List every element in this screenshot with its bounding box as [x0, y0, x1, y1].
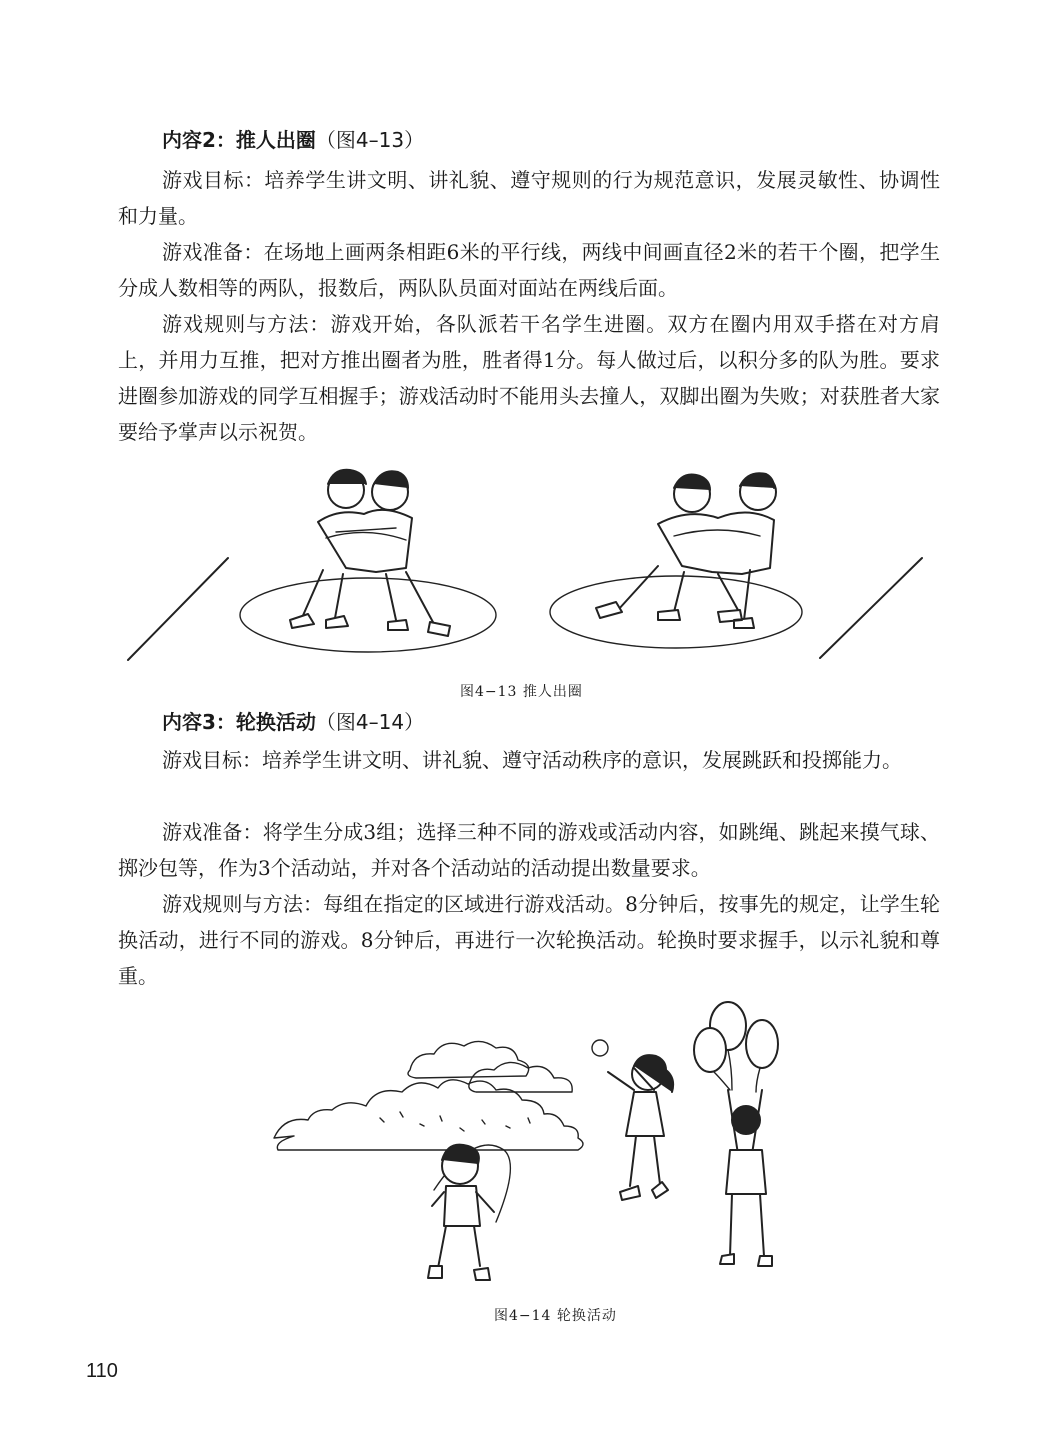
- left-pair-boys: [290, 470, 450, 636]
- bushes: [274, 1080, 583, 1150]
- left-circle: [240, 578, 496, 652]
- cloud-left: [408, 1041, 529, 1078]
- figure-push-out-of-circle: [118, 462, 938, 672]
- section2-heading-title: 内容2：推人出圈: [162, 128, 316, 152]
- sandbag-ball: [592, 1040, 608, 1056]
- section3-heading-title: 内容3：轮换活动: [162, 710, 316, 734]
- section3-rules: 游戏规则与方法：每组在指定的区域进行游戏活动。8分钟后，按事先的规定，让学生轮换活动，进行不同的游戏。8分钟后，再进行一次轮换活动。轮换时要求握手，以示礼貌和尊重。: [118, 892, 940, 988]
- balloon-child: [694, 1002, 778, 1266]
- section2-goal: 游戏目标：培养学生讲文明、讲礼貌、遵守规则的行为规范意识，发展灵敏性、协调性和力量。: [118, 168, 940, 228]
- section2-heading-ref: （图4–13）: [315, 128, 425, 152]
- figure-rotation-activity: [270, 1000, 810, 1292]
- figure-4-14-caption: 图4−14 轮换活动: [494, 1308, 617, 1324]
- section2-heading: [162, 126, 424, 154]
- right-boundary-line: [820, 558, 922, 658]
- section3-prep: 游戏准备：将学生分成3组；选择三种不同的游戏或活动内容，如跳绳、跳起来摸气球、掷沙包等，作为3个活动站，并对各个活动站的活动提出数量要求。: [118, 820, 940, 880]
- section3-heading: [162, 708, 424, 736]
- right-pair-boys: [596, 473, 776, 628]
- section3-goal: 游戏目标：培养学生讲文明、讲礼貌、遵守活动秩序的意识，发展跳跃和投掷能力。: [162, 748, 902, 772]
- section2-rules: 游戏规则与方法：游戏开始，各队派若干名学生进圈。双方在圈内用双手搭在对方肩上，并用力互推，把对方推出圈者为胜，胜者得1分。每人做过后，以积分多的队为胜。要求进圈参加游戏的同学互相握手；游戏活动时不能用头去撞人，双脚出圈为失败；对获胜者大家要给予掌声以示祝贺。: [118, 312, 940, 444]
- page-number: 110: [86, 1360, 118, 1382]
- section3-heading-ref: （图4–14）: [315, 710, 425, 734]
- ball-catching-girl: [592, 1040, 673, 1200]
- rope-jumping-boy: [428, 1145, 510, 1280]
- figure-4-13-caption: 图4−13 推人出圈: [460, 684, 583, 700]
- left-boundary-line: [128, 558, 228, 660]
- section2-prep: 游戏准备：在场地上画两条相距6米的平行线，两线中间画直径2米的若干个圈，把学生分成人数相等的两队，报数后，两队队员面对面站在两线后面。: [118, 240, 940, 300]
